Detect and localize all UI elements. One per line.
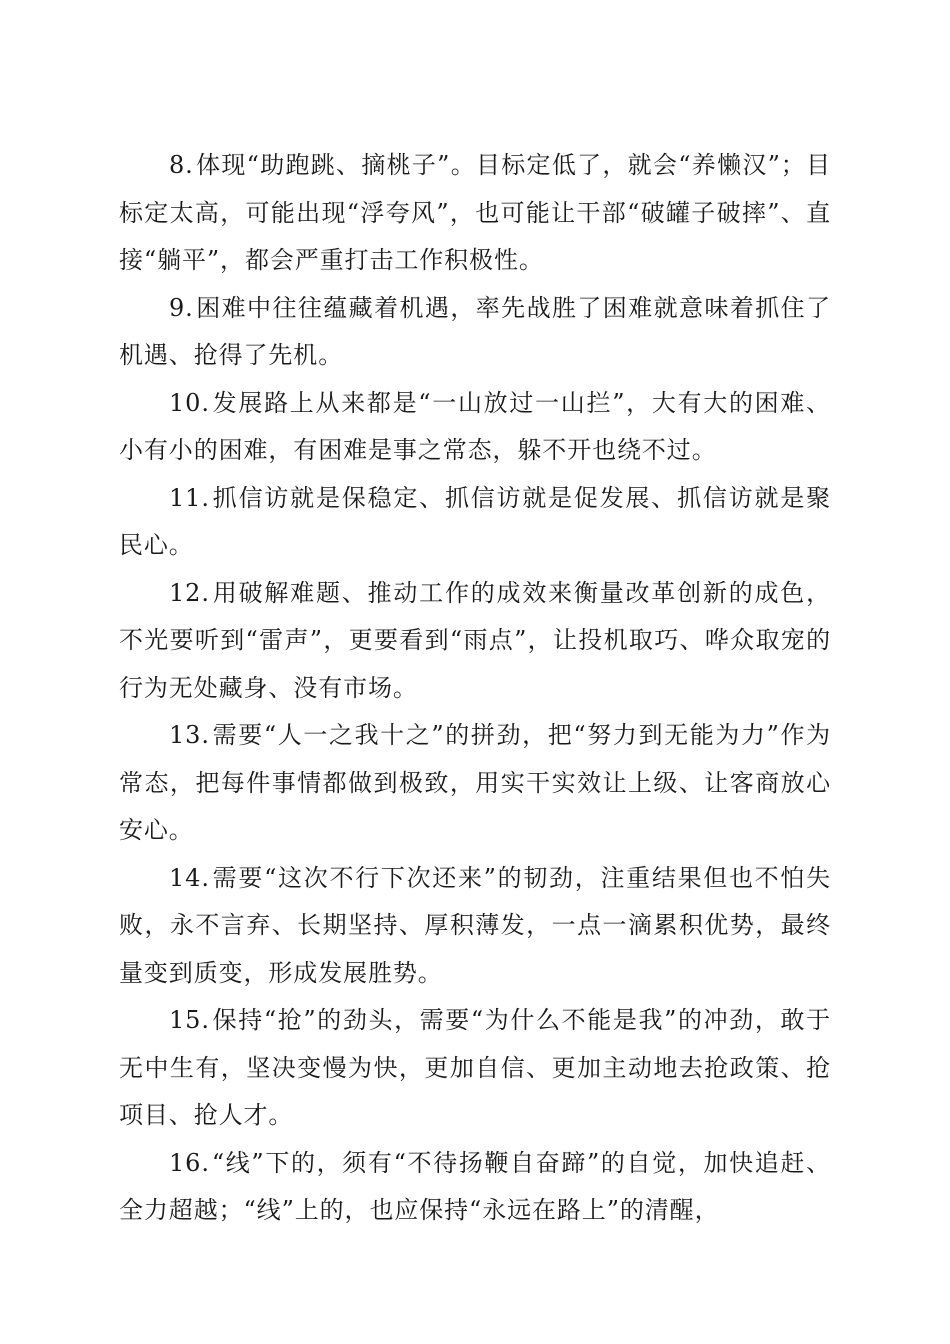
paragraph-number: 14.	[169, 863, 210, 892]
paragraph-number: 10.	[169, 388, 210, 417]
paragraph-text: 困难中往往蕴藏着机遇，率先战胜了困难就意味着抓住了机遇、抢得了先机。	[119, 293, 831, 369]
paragraph-text: 体现“助跑跳、摘桃子”。目标定低了，就会“养懒汉”；目标定太高，可能出现“浮夸风”，也可能让干部“破罐子破摔”、直接“躺平”，都会严重打击工作积极性。	[119, 151, 831, 274]
paragraph-number: 12.	[169, 578, 210, 607]
document-body	[119, 142, 831, 1235]
paragraph-number: 15.	[169, 1006, 210, 1034]
paragraph-number: 8.	[169, 151, 194, 179]
paragraph-number: 9.	[169, 293, 194, 322]
paragraph-text: 用破解难题、推动工作的成效来衡量改革创新的成色，不光要听到“雷声”，更要看到“雨点”，让投机取巧、哗众取宠的行为无处藏身、没有市场。	[119, 578, 831, 702]
paragraph-text: 需要“人一之我十之”的拼劲，把“努力到无能为力”作为常态，把每件事情都做到极致，用实干实效让上级、让客商放心安心。	[119, 721, 831, 844]
paragraph-text: 需要“这次不行下次还来”的韧劲，注重结果但也不怕失败，永不言弃、长期坚持、厚积薄发，一点一滴累积优势，最终量变到质变，形成发展胜势。	[119, 863, 831, 987]
paragraph-number: 13.	[169, 721, 210, 749]
paragraph-9	[119, 285, 831, 380]
paragraph-16	[119, 1140, 831, 1235]
paragraph-number: 16.	[169, 1148, 210, 1177]
paragraph-14	[119, 855, 831, 998]
paragraph-text: 发展路上从来都是“一山放过一山拦”，大有大的困难、小有小的困难，有困难是事之常态，躲不开也绕不过。	[119, 388, 831, 464]
paragraph-8	[119, 142, 831, 285]
paragraph-10	[119, 380, 831, 475]
paragraph-13	[119, 712, 831, 855]
paragraph-11	[119, 475, 831, 570]
paragraph-12	[119, 570, 831, 713]
paragraph-number: 11.	[169, 483, 210, 512]
paragraph-text: “线”下的，须有“不待扬鞭自奋蹄”的自觉，加快追赶、全力超越；“线”上的，也应保持“永远在路上”的清醒，	[119, 1148, 831, 1224]
paragraph-15	[119, 997, 831, 1140]
paragraph-text: 保持“抢”的劲头，需要“为什么不能是我”的冲劲，敢于无中生有，坚决变慢为快，更加自信、更加主动地去抢政策、抢项目、抢人才。	[119, 1006, 831, 1129]
paragraph-text: 抓信访就是保稳定、抓信访就是促发展、抓信访就是聚民心。	[119, 483, 831, 559]
